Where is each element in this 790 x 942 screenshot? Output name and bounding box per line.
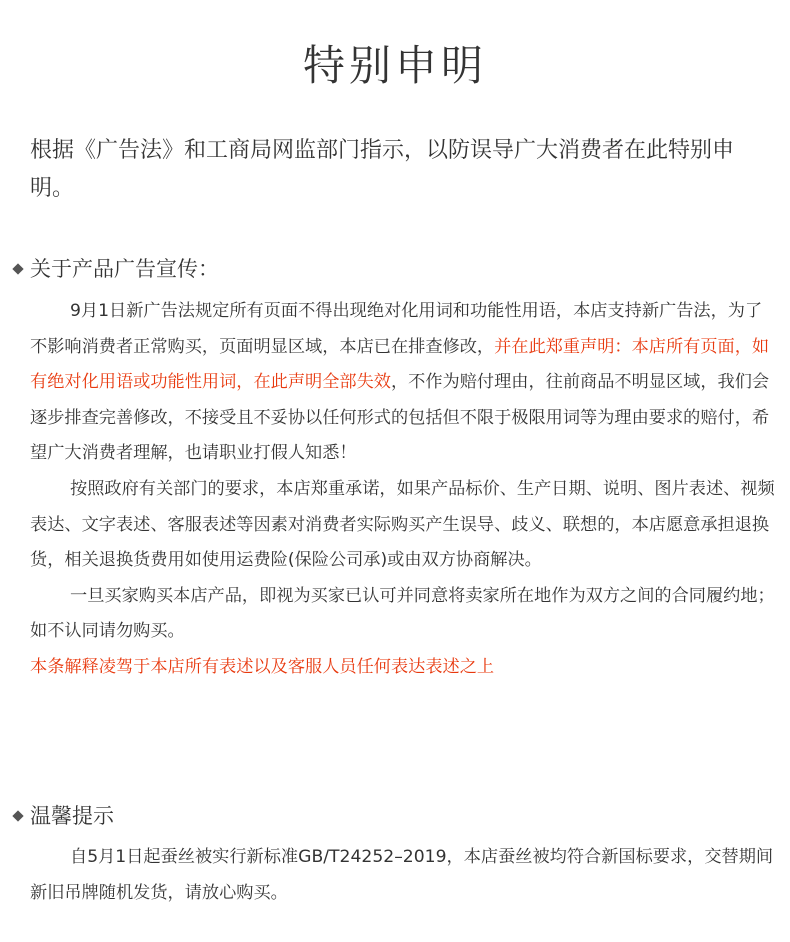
section-heading-label: 关于产品广告宣传： [30,257,219,281]
section-heading-label: 温馨提示 [30,804,114,828]
jurisdiction-paragraph: 一旦买家购买本店产品，即视为买家已认可并同意将卖家所在地作为双方之间的合同履约地；如不认同请勿购买。 [30,585,775,642]
highlighted-declaration: 并在此郑重声明：本店所有页面，如有绝对化用语或功能性用词，在此声明全部失效 [30,336,770,393]
paragraph-text: 9月1日新广告法规定所有页面不得出现绝对化用词和功能性用语，本店支持新广告法，为了不影响消费者正常购买，页面明显区域，本店已在排查修改， [30,301,763,357]
section-heading-ad-promotion [10,254,219,284]
new-ad-law-paragraph [30,294,775,472]
diamond-bullet-icon [12,810,23,821]
ad-promotion-body [30,294,775,686]
warm-tips-body [30,840,775,911]
intro-paragraph: 根据《广告法》和工商局网监部门指示，以防误导广大消费者在此特别申明。 [30,138,735,201]
section-heading-warm-tips [10,801,114,831]
paragraph-text: ，不作为赔付理由，往前商品不明显区域，我们会逐步排查完善修改，不接受且不妥协以任何形式的包括但不限于极限用词等为理由要求的赔付，希望广大消费者理解，也请职业打假人知悉！ [30,372,770,464]
override-note: 本条解释凌驾于本店所有表述以及客服人员任何表达表述之上 [30,656,495,677]
diamond-bullet-icon [12,263,23,274]
commitment-paragraph: 按照政府有关部门的要求，本店郑重承诺，如果产品标价、生产日期、说明、图片表述、视频表达、文字表述、客服表述等因素对消费者实际购买产生误导、歧义、联想的，本店愿意承担退换货，相关退换货费用如使用运费险(保险公司承)或由双方协商解决。 [30,478,775,571]
page-title: 特别申明 [302,41,487,90]
silk-quilt-standard-paragraph: 自5月1日起蚕丝被实行新标准GB/T24252–2019，本店蚕丝被均符合新国标要求，交替期间新旧吊牌随机发货，请放心购买。 [30,847,774,903]
